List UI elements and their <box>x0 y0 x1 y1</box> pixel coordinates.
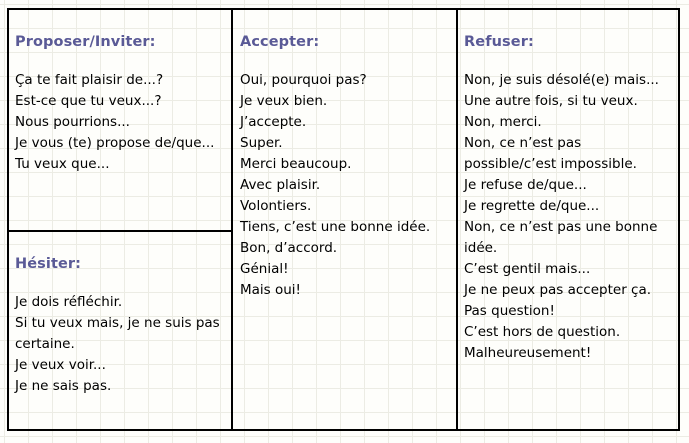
column-divider <box>456 10 458 429</box>
row-divider <box>9 230 232 232</box>
section-heading: Proposer/Inviter: <box>15 34 156 50</box>
column-divider <box>231 10 233 429</box>
phrase: Je refuse de/que... <box>464 177 587 193</box>
phrase: Je regrette de/que... <box>464 198 600 214</box>
phrase: Tu veux que... <box>15 156 110 172</box>
phrase: Je veux bien. <box>240 93 328 109</box>
expressions-table <box>7 8 680 431</box>
phrase-list <box>15 292 229 397</box>
phrase: Je veux voir... <box>15 357 106 373</box>
section-heading: Refuser: <box>464 34 534 50</box>
phrase: Non, ce n’est pas une bonne <box>464 219 658 235</box>
phrase: Ça te fait plaisir de...? <box>15 72 164 88</box>
phrase: C’est hors de question. <box>464 324 621 340</box>
phrase: Avec plaisir. <box>240 177 321 193</box>
phrase-list <box>240 70 454 301</box>
phrase: possible/c’est impossible. <box>464 156 637 172</box>
cell-hesiter <box>15 256 229 397</box>
phrase: C’est gentil mais... <box>464 261 591 277</box>
phrase: Super. <box>240 135 283 151</box>
phrase: idée. <box>464 240 498 256</box>
phrase: Tiens, c’est une bonne idée. <box>240 219 431 235</box>
cell-accepter <box>240 34 454 301</box>
phrase: Une autre fois, si tu veux. <box>464 93 638 109</box>
phrase: Je dois réfléchir. <box>15 294 123 310</box>
phrase: Je ne peux pas accepter ça. <box>464 282 652 298</box>
phrase: Merci beaucoup. <box>240 156 352 172</box>
phrase: Génial! <box>240 261 289 277</box>
phrase-list <box>464 70 678 364</box>
phrase: Bon, d’accord. <box>240 240 338 256</box>
phrase: Nous pourrions... <box>15 114 130 130</box>
cell-refuser <box>464 34 678 364</box>
phrase: J’accepte. <box>240 114 307 130</box>
phrase: certaine. <box>15 336 75 352</box>
phrase: Mais oui! <box>240 282 301 298</box>
cell-proposer-inviter <box>15 34 229 175</box>
phrase: Est-ce que tu veux...? <box>15 93 162 109</box>
phrase-list <box>15 70 229 175</box>
phrase: Non, ce n’est pas <box>464 135 582 151</box>
phrase: Si tu veux mais, je ne suis pas <box>15 315 220 331</box>
phrase: Je vous (te) propose de/que... <box>15 135 215 151</box>
phrase: Non, je suis désolé(e) mais... <box>464 72 659 88</box>
phrase: Non, merci. <box>464 114 542 130</box>
phrase: Je ne sais pas. <box>15 378 112 394</box>
phrase: Volontiers. <box>240 198 312 214</box>
section-heading: Hésiter: <box>15 256 82 272</box>
phrase: Malheureusement! <box>464 345 592 361</box>
phrase: Oui, pourquoi pas? <box>240 72 367 88</box>
section-heading: Accepter: <box>240 34 320 50</box>
phrase: Pas question! <box>464 303 555 319</box>
